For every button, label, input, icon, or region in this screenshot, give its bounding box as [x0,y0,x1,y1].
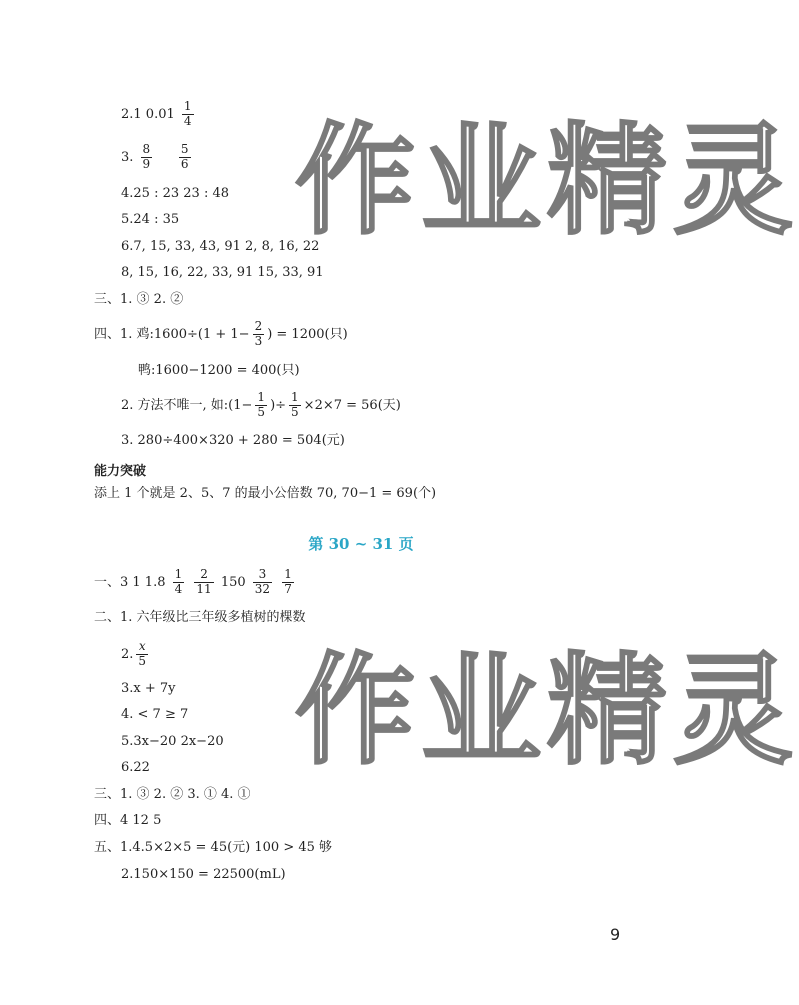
answer-er-1: 二、1. 六年级比三年级多植树的棵数 [94,610,306,625]
page-number: 9 [610,925,621,944]
answer-si-2 [121,391,401,420]
answer-er-3: 3.x + 7y [121,681,176,696]
fraction: $\frac{3}{32}$ [254,567,271,596]
answer-er-5: 5.3x−20 2x−20 [121,734,224,749]
answer-section-san: 三、1. ③ 2. ② [94,292,184,307]
answer-line-6: 6.7, 15, 33, 43, 91 2, 8, 16, 22 [121,239,320,254]
answer-text: 150 [220,574,246,590]
fraction: $\frac{8}{9}$ [142,142,151,171]
fraction: $\frac{2}{11}$ [196,567,212,596]
fraction: $\frac{1}{5}$ [291,390,299,419]
answer-yi [94,568,297,597]
answer-er-6: 6.22 [121,760,150,775]
ability-heading: 能力突破 [94,464,147,479]
answer-text: 2. [121,646,134,662]
answer-text: ×2×7 = 56(天) [303,397,401,413]
answer-wu-2: 2.150×150 = 22500(mL) [121,867,286,882]
answer-er-2 [121,640,151,669]
fraction: $\frac{1}{4}$ [174,567,183,596]
answer-si-3: 3. 280÷400×320 + 280 = 504(元) [121,433,345,448]
fraction: $\frac{1}{5}$ [257,390,266,419]
answer-line-4: 4.25 : 23 23 : 48 [121,186,229,201]
answer-line-7: 8, 15, 16, 22, 33, 91 15, 33, 91 [121,265,324,280]
fraction: $\frac{5}{6}$ [180,142,189,171]
answer-san-2: 三、1. ③ 2. ② 3. ① 4. ① [94,787,251,802]
fraction: $\frac{1}{4}$ [183,99,192,128]
answer-text: 四、1. 鸡:1600÷(1 + 1− [94,326,250,342]
answer-line-5: 5.24 : 35 [121,212,180,227]
ability-text: 添上 1 个就是 2、5、7 的最小公倍数 70, 70−1 = 69(个) [94,486,437,501]
fraction: $\frac{2}{3}$ [254,319,263,348]
answer-si-1 [94,320,348,349]
answer-text: 2.1 0.01 [121,106,175,122]
section-title: 第 30 ~ 31 页 [308,535,414,553]
answer-er-4: 4. < 7 ≥ 7 [121,707,189,722]
watermark-top: 作业精灵 [295,112,799,251]
answer-si-b2: 四、4 12 5 [94,813,162,828]
answer-text: 2. 方法不唯一, 如:(1− [121,397,253,413]
answer-text: 3. [121,149,134,165]
answer-text: )÷ [270,397,287,413]
fraction: $\frac{x}{5}$ [138,639,147,668]
answer-text: 一、3 1 1.8 [94,574,166,590]
watermark-bottom: 作业精灵 [295,642,799,781]
answer-line-3 [121,143,194,172]
answer-line-2-1 [121,100,197,129]
answer-text: ) = 1200(只) [267,326,348,342]
answer-si-1b: 鸭:1600−1200 = 400(只) [138,363,300,378]
fraction: $\frac{1}{7}$ [284,567,292,596]
answer-wu-1: 五、1.4.5×2×5 = 45(元) 100 > 45 够 [94,840,333,855]
